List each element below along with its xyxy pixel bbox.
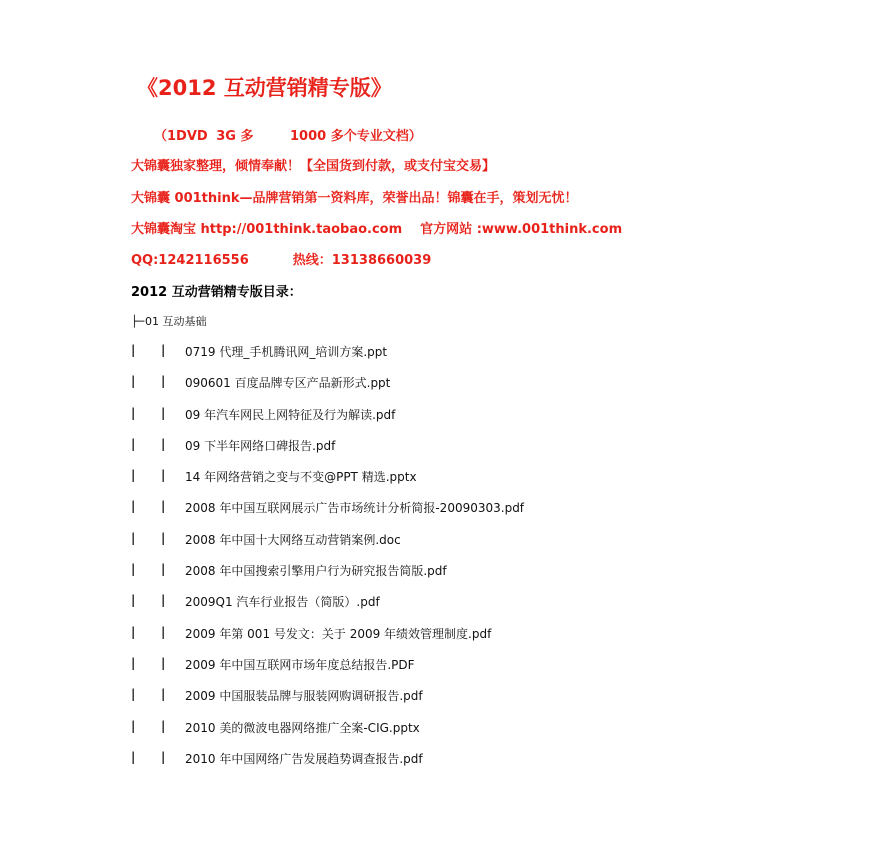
file-name: 2009 年中国互联网市场年度总结报告.PDF: [185, 657, 415, 672]
tree-bar: |: [161, 562, 166, 577]
file-name: 2009 年第 001 号发文：关于 2009 年绩效管理制度.pdf: [185, 626, 492, 641]
promo-line-3: [131, 218, 622, 237]
file-name: 2010 年中国网络广告发展趋势调查报告.pdf: [185, 751, 423, 766]
tree-bar: |: [161, 749, 166, 764]
tree-bar: |: [131, 687, 136, 702]
file-name: 2010 美的微波电器网络推广全案-CIG.pptx: [185, 720, 420, 735]
hotline: 热线：13138660039: [292, 253, 432, 268]
file-item: [131, 593, 524, 624]
file-item: [131, 687, 524, 718]
tree-bar: |: [131, 343, 136, 357]
tree-bar: |: [131, 374, 136, 389]
file-name: 090601 百度品牌专区产品新形式.ppt: [185, 376, 391, 391]
tree-bar: |: [131, 499, 136, 514]
tree-bar: |: [131, 405, 136, 420]
file-name: 2009 中国服装品牌与服装网购调研报告.pdf: [185, 689, 423, 704]
file-item: [131, 343, 524, 374]
file-name: 2008 年中国搜索引擎用户行为研究报告简版.pdf: [185, 564, 447, 579]
tree-bar: |: [131, 718, 136, 733]
tree-bar: |: [161, 468, 166, 483]
tree-bar: |: [161, 343, 166, 357]
file-item: [131, 374, 524, 405]
official-site: 官方网站 :www.001think.com: [420, 222, 623, 237]
promo-line-1: 大锦囊独家整理，倾情奉献！【全国货到付款，或支付宝交易】: [131, 159, 496, 174]
promo-line-2: 大锦囊 001think—品牌营销第一资料库，荣誉出品！锦囊在手，策划无忧！: [131, 191, 578, 206]
package-info-dvd: （1DVD: [154, 129, 208, 144]
package-info-size: 3G 多: [216, 129, 254, 144]
tree-bar: |: [131, 593, 136, 608]
tree-bar: |: [161, 593, 166, 608]
tree-bar: |: [131, 530, 136, 545]
tree-bar: |: [161, 718, 166, 733]
file-item: [131, 562, 524, 593]
file-item: [131, 750, 524, 781]
file-list: [131, 343, 524, 781]
file-name: 2008 年中国互联网展示广告市场统计分析简报-20090303.pdf: [185, 501, 525, 516]
tree-bar: |: [131, 624, 136, 639]
package-info: [154, 125, 422, 144]
tree-bar: |: [161, 530, 166, 545]
qq-number: QQ:1242116556: [131, 253, 249, 268]
tree-bar: |: [131, 468, 136, 483]
package-info-count: 1000 多个专业文档）: [290, 129, 422, 144]
tree-bar: |: [161, 624, 166, 639]
file-item: [131, 499, 524, 530]
file-item: [131, 625, 524, 656]
file-name: 2009Q1 汽车行业报告（简版）.pdf: [185, 595, 380, 610]
file-name: 0719 代理_手机腾讯网_培训方案.ppt: [185, 345, 388, 359]
file-name: 09 年汽车网民上网特征及行为解读.pdf: [185, 407, 396, 422]
file-name: 2008 年中国十大网络互动营销案例.doc: [185, 532, 401, 547]
taobao-link: 大锦囊淘宝 http://001think.taobao.com: [131, 222, 403, 237]
tree-bar: |: [161, 687, 166, 702]
file-item: [131, 719, 524, 750]
file-name: 09 下半年网络口碑报告.pdf: [185, 438, 336, 453]
file-name: 14 年网络营销之变与不变@PPT 精选.pptx: [185, 470, 417, 485]
tree-bar: |: [161, 374, 166, 389]
document-title: 《2012 互动营销精专版》: [137, 76, 392, 100]
file-item: [131, 468, 524, 499]
tree-bar: |: [131, 562, 136, 577]
tree-bar: |: [161, 655, 166, 670]
file-item: [131, 406, 524, 437]
tree-bar: |: [161, 436, 166, 451]
tree-branch-glyph: ├─: [131, 315, 145, 328]
file-item: [131, 437, 524, 468]
contact-line: [131, 249, 431, 268]
tree-bar: |: [131, 655, 136, 670]
tree-root-label: 01 互动基础: [145, 315, 207, 328]
tree-bar: |: [131, 436, 136, 451]
tree-bar: |: [161, 405, 166, 420]
file-item: [131, 656, 524, 687]
file-item: [131, 531, 524, 562]
tree-bar: |: [161, 499, 166, 514]
tree-root-folder: [131, 313, 207, 329]
tree-bar: |: [131, 749, 136, 764]
toc-heading: 2012 互动营销精专版目录：: [131, 285, 302, 300]
